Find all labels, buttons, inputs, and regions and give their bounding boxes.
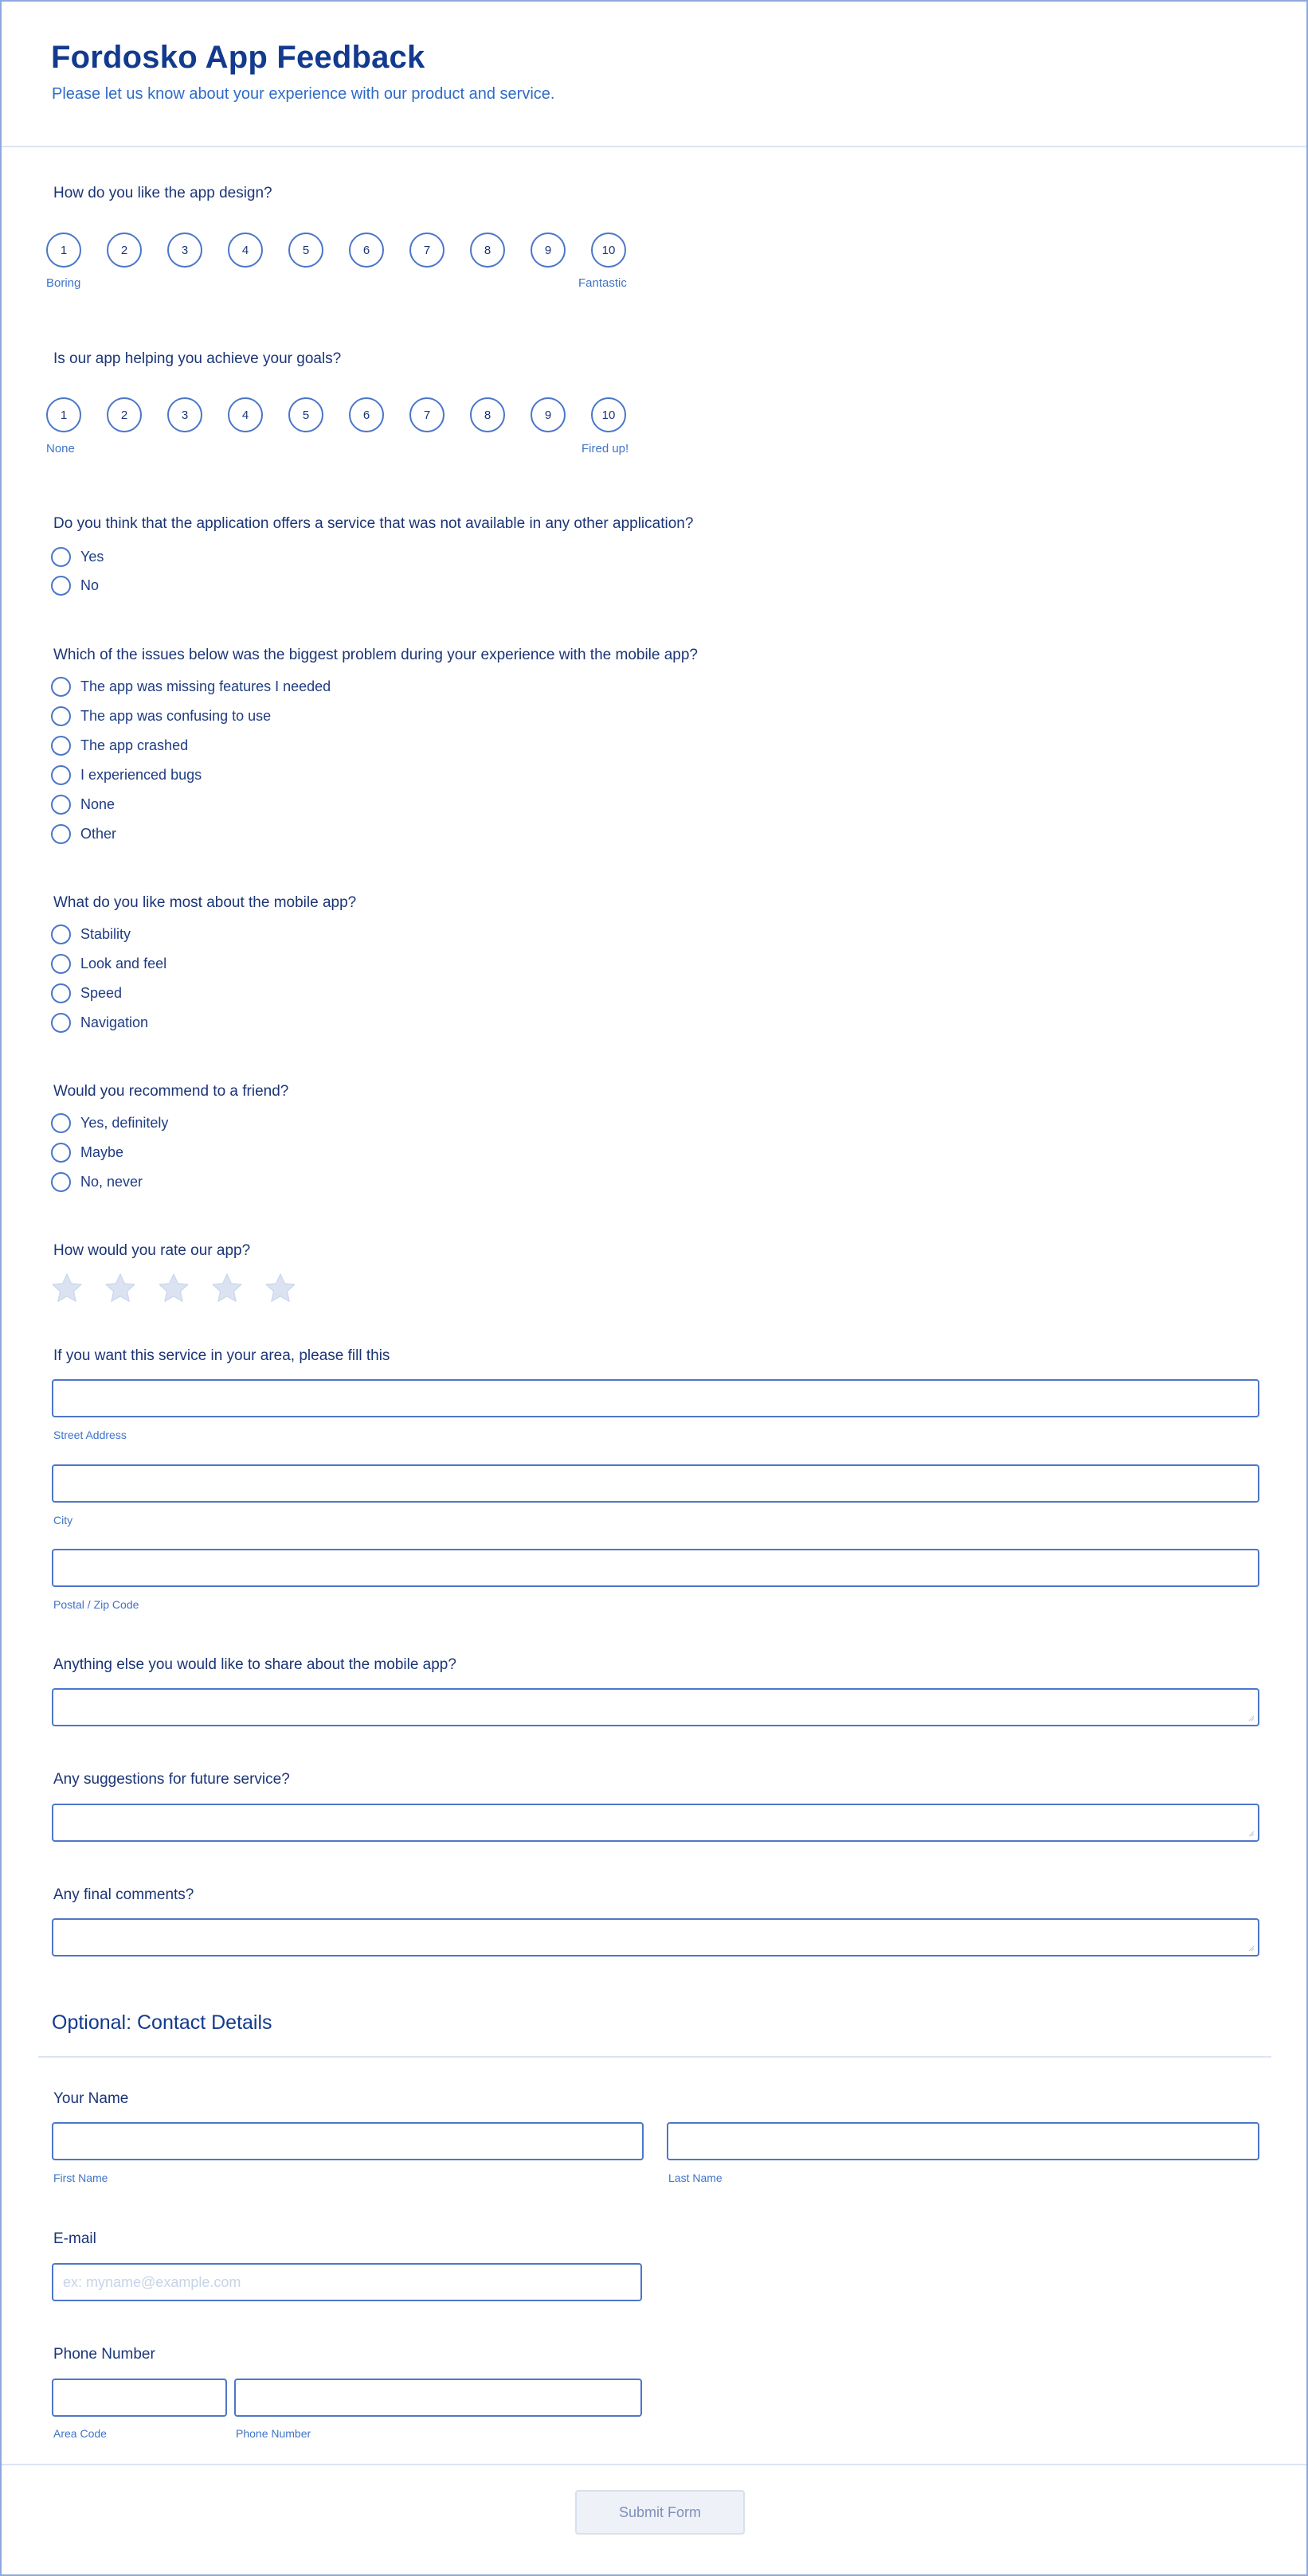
radio-label: Yes, definitely — [80, 1115, 169, 1131]
radio-button[interactable] — [51, 1113, 71, 1133]
question-share-label: Anything else you would like to share about the mobile app? — [53, 1656, 456, 1673]
radio-button[interactable] — [51, 824, 71, 844]
design-scale-option-6[interactable]: 6 — [349, 233, 384, 268]
star-5-icon[interactable] — [263, 1271, 298, 1306]
radio-label: Yes — [80, 549, 104, 565]
phone-number-label: Phone Number — [53, 2346, 155, 2363]
radio-button[interactable] — [51, 576, 71, 596]
star-4-icon[interactable] — [210, 1271, 245, 1306]
issues-option-crashed[interactable] — [51, 736, 188, 756]
question-rating-label: How would you rate our app? — [53, 1242, 251, 1259]
recommend-option-no[interactable] — [51, 1172, 143, 1192]
radio-button[interactable] — [51, 547, 71, 567]
radio-label: None — [80, 796, 116, 812]
issues-option-none[interactable] — [51, 795, 115, 815]
goals-scale-option-8[interactable]: 8 — [470, 397, 505, 432]
issues-option-missing-features[interactable] — [51, 677, 331, 697]
radio-label: I experienced bugs — [80, 767, 202, 783]
question-suggestions-label: Any suggestions for future service? — [53, 1771, 290, 1788]
final-comments-textarea[interactable] — [52, 1918, 1259, 1956]
question-unique-label: Do you think that the application offers a service that was not available in any other application? — [53, 515, 694, 532]
resize-handle-icon[interactable] — [1247, 1829, 1255, 1837]
radio-button[interactable] — [51, 765, 71, 785]
your-name-label: Your Name — [53, 2090, 129, 2107]
radio-button[interactable] — [51, 1172, 71, 1192]
phone-number-input[interactable] — [234, 2379, 642, 2417]
street-address-sublabel: Street Address — [53, 1429, 127, 1441]
radio-button[interactable] — [51, 954, 71, 974]
unique-option-yes[interactable] — [51, 547, 104, 567]
radio-label: The app crashed — [80, 737, 189, 753]
like-most-option-stability[interactable] — [51, 924, 131, 944]
goals-high-label: Fired up! — [582, 442, 629, 455]
email-input[interactable] — [52, 2263, 642, 2301]
form-title: Fordosko App Feedback — [51, 40, 425, 75]
postal-code-sublabel: Postal / Zip Code — [53, 1598, 139, 1611]
resize-handle-icon[interactable] — [1247, 1714, 1255, 1722]
design-scale-option-4[interactable]: 4 — [228, 233, 263, 268]
goals-low-label: None — [46, 442, 75, 455]
radio-button[interactable] — [51, 1013, 71, 1033]
street-address-input[interactable] — [52, 1379, 1259, 1417]
share-textarea[interactable] — [52, 1688, 1259, 1726]
question-address-label: If you want this service in your area, please fill this — [53, 1347, 390, 1364]
like-most-option-navigation[interactable] — [51, 1013, 148, 1033]
design-scale-option-1[interactable]: 1 — [46, 233, 81, 268]
email-label: E-mail — [53, 2230, 96, 2247]
goals-scale-option-6[interactable]: 6 — [349, 397, 384, 432]
design-scale-option-3[interactable]: 3 — [167, 233, 202, 268]
goals-scale-option-10[interactable]: 10 — [591, 397, 626, 432]
goals-scale-option-2[interactable]: 2 — [107, 397, 142, 432]
radio-button[interactable] — [51, 1143, 71, 1163]
area-code-sublabel: Area Code — [53, 2427, 107, 2440]
design-low-label: Boring — [46, 276, 81, 290]
resize-handle-icon[interactable] — [1247, 1944, 1255, 1952]
radio-button[interactable] — [51, 795, 71, 815]
star-3-icon[interactable] — [156, 1271, 191, 1306]
suggestions-textarea[interactable] — [52, 1804, 1259, 1842]
radio-label: Stability — [80, 926, 131, 942]
radio-label: Maybe — [80, 1144, 124, 1160]
area-code-input[interactable] — [52, 2379, 227, 2417]
question-goals-label: Is our app helping you achieve your goals? — [53, 350, 342, 367]
like-most-option-look-and-feel[interactable] — [51, 954, 166, 974]
design-scale-option-7[interactable]: 7 — [409, 233, 444, 268]
question-like-most-label: What do you like most about the mobile app? — [53, 894, 357, 911]
first-name-input[interactable] — [52, 2122, 644, 2160]
phone-number-sublabel: Phone Number — [236, 2427, 311, 2440]
submit-form-button[interactable]: Submit Form — [575, 2490, 745, 2535]
design-high-label: Fantastic — [578, 276, 627, 290]
city-input[interactable] — [52, 1464, 1259, 1503]
star-1-icon[interactable] — [49, 1271, 84, 1306]
contact-section-title: Optional: Contact Details — [52, 2011, 272, 2034]
star-2-icon[interactable] — [103, 1271, 138, 1306]
goals-scale-option-9[interactable]: 9 — [531, 397, 566, 432]
question-issues-label: Which of the issues below was the biggest problem during your experience with the mobile app? — [53, 647, 699, 663]
recommend-option-maybe[interactable] — [51, 1143, 123, 1163]
design-scale-option-9[interactable]: 9 — [531, 233, 566, 268]
radio-button[interactable] — [51, 924, 71, 944]
radio-button[interactable] — [51, 706, 71, 726]
radio-label: Navigation — [80, 1014, 149, 1030]
radio-label: Other — [80, 826, 117, 842]
radio-button[interactable] — [51, 736, 71, 756]
form-subtitle: Please let us know about your experience with our product and service. — [52, 85, 555, 103]
issues-option-confusing[interactable] — [51, 706, 271, 726]
radio-label: No — [80, 577, 100, 593]
issues-option-other[interactable] — [51, 824, 116, 844]
goals-scale-option-3[interactable]: 3 — [167, 397, 202, 432]
issues-option-bugs[interactable] — [51, 765, 202, 785]
like-most-option-speed[interactable] — [51, 983, 122, 1003]
contact-divider — [38, 2056, 1271, 2058]
goals-scale-option-7[interactable]: 7 — [409, 397, 444, 432]
question-recommend-label: Would you recommend to a friend? — [53, 1083, 289, 1100]
radio-label: The app was confusing to use — [80, 708, 272, 724]
postal-code-input[interactable] — [52, 1549, 1259, 1587]
footer-divider — [2, 2464, 1308, 2465]
question-final-label: Any final comments? — [53, 1886, 194, 1903]
radio-button[interactable] — [51, 983, 71, 1003]
goals-scale-option-5[interactable]: 5 — [288, 397, 323, 432]
design-scale-option-2[interactable]: 2 — [107, 233, 142, 268]
header-divider — [2, 146, 1308, 147]
question-design-label: How do you like the app design? — [53, 185, 272, 201]
design-scale-option-8[interactable]: 8 — [470, 233, 505, 268]
first-name-sublabel: First Name — [53, 2171, 108, 2184]
design-scale-option-5[interactable]: 5 — [288, 233, 323, 268]
design-scale-option-10[interactable]: 10 — [591, 233, 626, 268]
radio-label: Speed — [80, 985, 123, 1001]
unique-option-no[interactable] — [51, 576, 99, 596]
radio-label: No, never — [80, 1174, 143, 1190]
recommend-option-yes[interactable] — [51, 1113, 168, 1133]
goals-scale-option-1[interactable]: 1 — [46, 397, 81, 432]
city-sublabel: City — [53, 1514, 73, 1526]
radio-label: The app was missing features I needed — [80, 678, 331, 694]
radio-label: Look and feel — [80, 956, 167, 971]
last-name-input[interactable] — [667, 2122, 1259, 2160]
goals-scale-option-4[interactable]: 4 — [228, 397, 263, 432]
radio-button[interactable] — [51, 677, 71, 697]
last-name-sublabel: Last Name — [668, 2171, 723, 2184]
